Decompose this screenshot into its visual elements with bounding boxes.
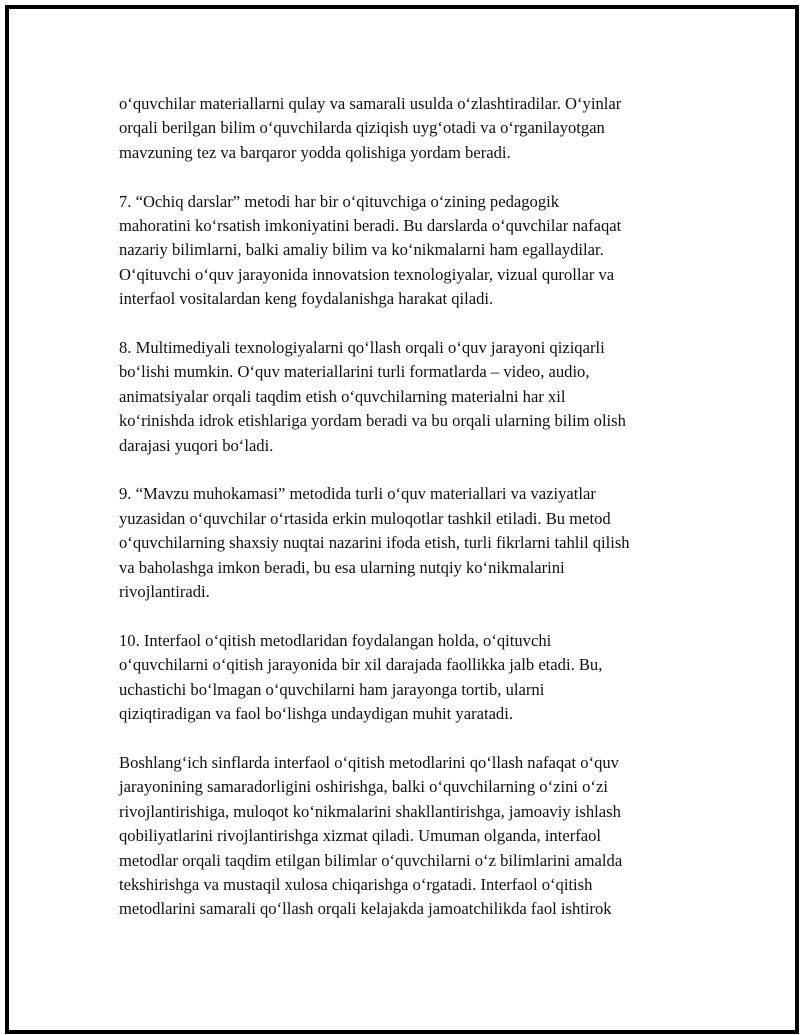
- text-line: metodlarini samarali qo‘llash orqali kelajakda jamoatchilikda faol ishtirok: [119, 899, 612, 919]
- text-line: mavzuning tez va barqaror yodda qolishiga yordam beradi.: [119, 142, 511, 162]
- paragraph-item-9: [119, 482, 679, 604]
- text-line: interfaol vositalardan keng foydalanishga harakat qiladi.: [119, 289, 494, 309]
- text-line: qobiliyatlarini rivojlantirishga xizmat qiladi. Umuman olganda, interfaol: [119, 826, 602, 846]
- text-line: ko‘rinishda idrok etishlariga yordam beradi va bu orqali ularning bilim olish: [119, 411, 626, 431]
- paragraph-item-8: [119, 336, 679, 458]
- text-line: O‘qituvchi o‘quv jarayonida innovatsion texnologiyalar, vizual qurollar va: [119, 264, 615, 284]
- text-line: o‘quvchilarni o‘qitish jarayonida bir xil darajada faollikka jalb etadi. Bu,: [119, 655, 603, 675]
- text-line: qiziqtiradigan va faol bo‘lishga undaydigan muhit yaratadi.: [119, 704, 513, 724]
- text-line: jarayonining samaradorligini oshirishga, balki o‘quvchilarning o‘zini o‘zi: [119, 777, 608, 797]
- text-line: tekshirishga va mustaqil xulosa chiqarishga o‘rgatadi. Interfaol o‘qitish: [119, 874, 593, 894]
- paragraph-item-7: [119, 190, 679, 312]
- text-line: yuzasidan o‘quvchilar o‘rtasida erkin muloqotlar tashkil etiladi. Bu metod: [119, 508, 611, 528]
- text-line: o‘quvchilarning shaxsiy nuqtai nazarini ifoda etish, turli fikrlarni tahlil qilish: [119, 533, 630, 553]
- paragraph-conclusion: [119, 751, 679, 922]
- text-line: animatsiyalar orqali taqdim etish o‘quvchilarning materialni har xil: [119, 386, 566, 406]
- text-line: rivojlantiradi.: [119, 582, 210, 602]
- text-line: nazariy bilimlarni, balki amaliy bilim va ko‘nikmalarni ham egallaydilar.: [119, 240, 604, 260]
- text-line: bo‘lishi mumkin. O‘quv materiallarini turli formatlarda – video, audio,: [119, 362, 590, 382]
- text-line: darajasi yuqori bo‘ladi.: [119, 435, 274, 455]
- paragraph-intro: [119, 92, 679, 165]
- text-line: o‘quvchilar materiallarni qulay va samarali usulda o‘zlashtiradilar. O‘yinlar: [119, 94, 622, 113]
- document-body: [119, 92, 679, 946]
- text-line: uchastichi bo‘lmagan o‘quvchilarni ham jarayonga tortib, ularni: [119, 679, 545, 699]
- text-line: 7. “Ochiq darslar” metodi har bir o‘qituvchiga o‘zining pedagogik: [119, 191, 560, 211]
- text-line: metodlar orqali taqdim etilgan bilimlar o‘quvchilarni o‘z bilimlarini amalda: [119, 850, 623, 870]
- text-line: mahoratini ko‘rsatish imkoniyatini beradi. Bu darslarda o‘quvchilar nafaqat: [119, 216, 622, 236]
- text-line: va baholashga imkon beradi, bu esa ularning nutqiy ko‘nikmalarini: [119, 557, 565, 577]
- text-line: Boshlang‘ich sinflarda interfaol o‘qitish metodlarini qo‘llash nafaqat o‘quv: [119, 752, 619, 772]
- text-line: 8. Multimediyali texnologiyalarni qo‘llash orqali o‘quv jarayoni qiziqarli: [119, 338, 605, 358]
- text-line: rivojlantirishiga, muloqot ko‘nikmalarini shakllantirishga, jamoaviy ishlash: [119, 801, 621, 821]
- text-line: 10. Interfaol o‘qitish metodlaridan foydalangan holda, o‘qituvchi: [119, 630, 552, 650]
- paragraph-item-10: [119, 629, 679, 727]
- text-line: orqali berilgan bilim o‘quvchilarda qiziqish uyg‘otadi va o‘rganilayotgan: [119, 118, 605, 138]
- text-line: 9. “Mavzu muhokamasi” metodida turli o‘quv materiallari va vaziyatlar: [119, 484, 596, 504]
